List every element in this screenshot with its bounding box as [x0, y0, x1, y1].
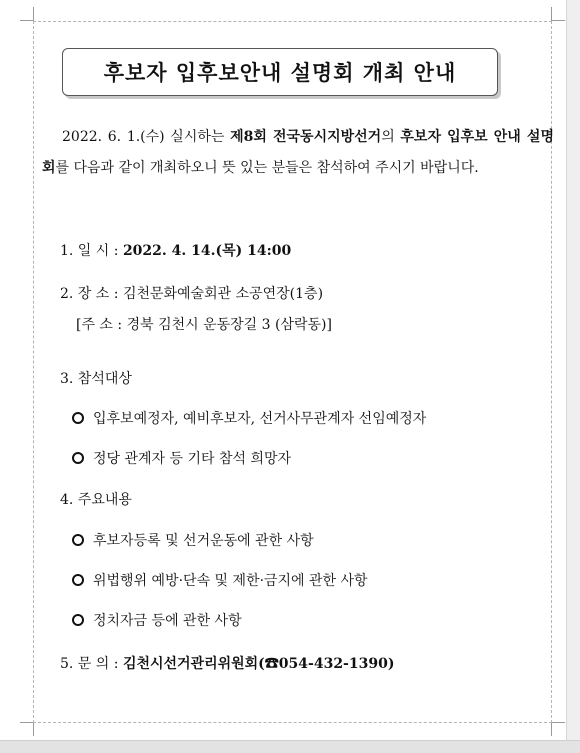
address-text: [주 소 : 경북 김천시 운동장길 3 (삼락동)] — [76, 317, 332, 333]
target-text: 정당 관계자 등 기타 참석 희망자 — [93, 451, 292, 467]
intro-text-2: 의 — [381, 129, 401, 145]
target-label: 3. 참석대상 — [60, 371, 132, 387]
date-label: 1. 일 시 : — [60, 243, 123, 259]
circle-bullet-icon — [72, 534, 84, 546]
title-box — [62, 48, 498, 96]
crop-mark-top-right — [551, 7, 565, 21]
intro-paragraph — [42, 122, 554, 184]
contact-label: 5. 문 의 : — [60, 656, 123, 672]
content-item — [72, 610, 242, 630]
place-line — [60, 283, 323, 303]
circle-bullet-icon — [72, 574, 84, 586]
content-text: 정치자금 등에 관한 사항 — [93, 613, 242, 629]
intro-text-3: 를 다음과 같이 개최하오니 뜻 있는 분들은 참석하여 주시기 바랍니다. — [55, 160, 479, 176]
target-item — [72, 448, 291, 468]
election-name: 제8회 전국동시지방선거 — [230, 129, 382, 145]
horizontal-scrollbar[interactable] — [0, 740, 580, 753]
circle-bullet-icon — [72, 452, 84, 464]
place-label: 2. 장 소 : — [60, 286, 123, 302]
contact-line — [60, 653, 394, 673]
content-heading — [60, 489, 132, 509]
circle-bullet-icon — [72, 614, 84, 626]
contact-value: 김천시선거관리위원회(☎054-432-1390) — [122, 656, 395, 672]
target-item — [72, 408, 426, 428]
target-heading — [60, 368, 132, 388]
circle-bullet-icon — [72, 412, 84, 424]
address-line — [76, 314, 332, 334]
content-label: 4. 주요내용 — [60, 492, 132, 508]
event-name: 후보자 입후보 안내 설명회 — [42, 129, 554, 176]
date-line — [60, 240, 291, 260]
content-text: 후보자등록 및 선거운동에 관한 사항 — [93, 533, 314, 549]
vertical-scrollbar[interactable] — [566, 0, 580, 740]
crop-mark-top-left — [20, 7, 34, 21]
intro-text-1: 2022. 6. 1.(수) 실시하는 — [62, 129, 231, 145]
page-title: 후보자 입후보안내 설명회 개최 안내 — [103, 61, 457, 85]
date-value: 2022. 4. 14.(목) 14:00 — [122, 243, 292, 259]
content-item — [72, 530, 314, 550]
place-value: 김천문화예술회관 소공연장(1층) — [122, 286, 324, 302]
target-text: 입후보예정자, 예비후보자, 선거사무관계자 선임예정자 — [93, 411, 427, 427]
content-text: 위법행위 예방·단속 및 제한·금지에 관한 사항 — [93, 573, 368, 589]
crop-mark-bottom-left — [20, 722, 34, 736]
crop-mark-bottom-right — [551, 722, 565, 736]
content-item — [72, 570, 368, 590]
